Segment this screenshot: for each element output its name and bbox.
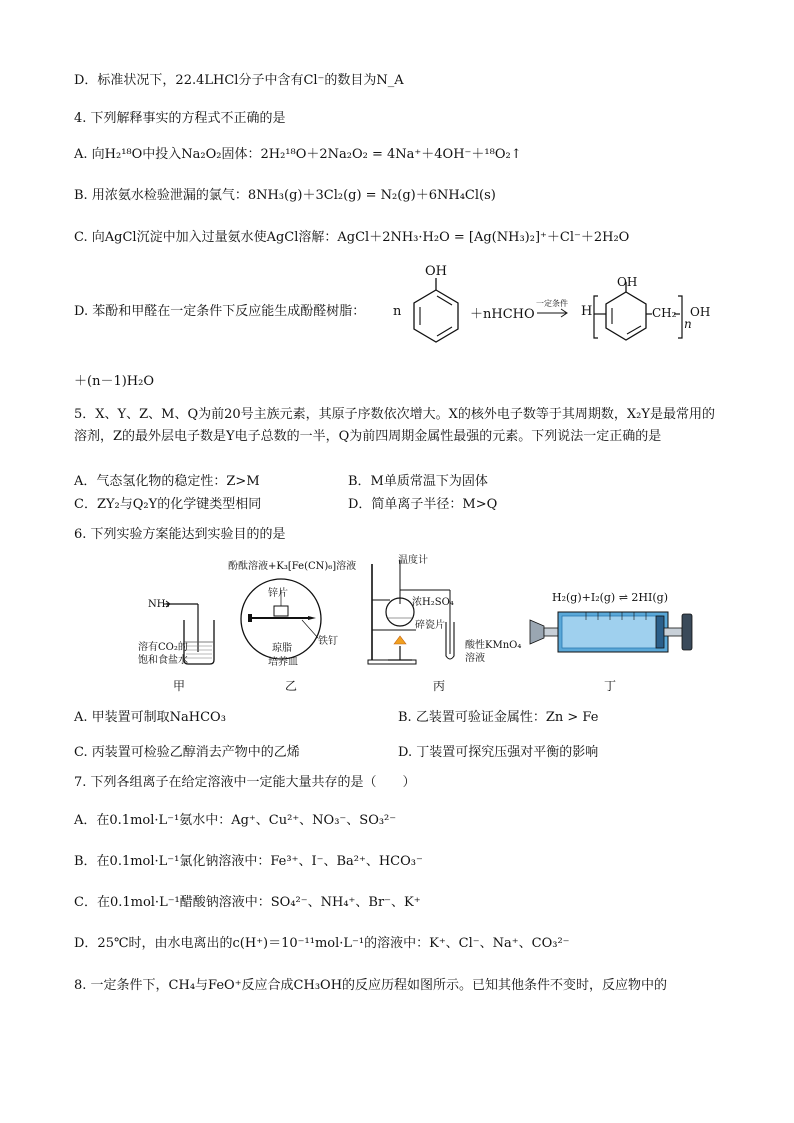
q6-option-c: C. 丙装置可检验乙醇消去产物中的乙烯 bbox=[74, 745, 300, 760]
resin-ch2-label: CH₂ bbox=[652, 306, 677, 320]
jia-nh3-label: NH₃ bbox=[148, 599, 170, 610]
ding-equilibrium-label: H₂(g)+I₂(g) ⇌ 2HI(g) bbox=[552, 591, 668, 604]
q6-option-d: D. 丁装置可探究压强对平衡的影响 bbox=[398, 745, 599, 760]
apparatus-ding bbox=[526, 604, 696, 660]
bing-kmno4-label-1: 酸性KMnO₄ bbox=[465, 640, 522, 651]
q4-option-c: C. 向AgCl沉淀中加入过量氨水使AgCl溶解：AgCl＋2NH₃·H₂O = [Ag(NH₃)₂]⁺＋Cl⁻＋2H₂O bbox=[74, 230, 630, 245]
q6-option-a: A. 甲装置可制取NaHCO₃ bbox=[74, 710, 226, 725]
q4-stem: 4. 下列解释事实的方程式不正确的是 bbox=[74, 111, 286, 126]
q4-d-coef-n: n bbox=[393, 304, 402, 319]
q5-option-a: A．气态氢化物的稳定性：Z>M bbox=[74, 474, 260, 489]
caption-yi: 乙 bbox=[285, 679, 298, 693]
bing-thermometer-label: 温度计 bbox=[398, 555, 428, 566]
q7-stem: 7. 下列各组离子在给定溶液中一定能大量共存的是（ ） bbox=[74, 775, 416, 790]
q7-option-c: C．在0.1mol·L⁻¹醋酸钠溶液中：SO₄²⁻、NH₄⁺、Br⁻、K⁺ bbox=[74, 895, 421, 910]
bing-acid-label: 浓H₂SO₄ bbox=[412, 597, 454, 608]
yi-zn-label: 锌片 bbox=[268, 588, 288, 599]
q6-option-b: B. 乙装置可验证金属性：Zn > Fe bbox=[398, 710, 599, 725]
q6-stem: 6. 下列实验方案能达到实验目的的是 bbox=[74, 527, 286, 542]
q5-option-d: D．简单离子半径：M>Q bbox=[348, 497, 498, 512]
caption-jia: 甲 bbox=[173, 679, 186, 693]
bing-chips-label: 碎瓷片 bbox=[415, 620, 445, 631]
caption-bing: 丙 bbox=[433, 679, 446, 693]
yi-agar-label: 琼脂 bbox=[272, 643, 292, 654]
q5-option-c: C．ZY₂与Q₂Y的化学键类型相同 bbox=[74, 497, 262, 512]
q4-d-condition: 一定条件 bbox=[536, 299, 568, 308]
resin-oh-label: OH bbox=[617, 275, 638, 289]
q4-option-d: D. 苯酚和甲醛在一定条件下反应能生成酚醛树脂： bbox=[74, 304, 366, 319]
q5-stem: 5．X、Y、Z、M、Q为前20号主族元素，其原子序数依次增大。X的核外电子数等于其周期数，X₂Y是最常用的溶剂，Z的最外层电子数是Y电子总数的一半，Q为前四周期金属性最强的元素。下列说法一定正确的是 bbox=[74, 407, 715, 444]
q5-option-b: B．M单质常温下为固体 bbox=[348, 474, 488, 489]
jia-solution-label-1: 溶有CO₂的 bbox=[138, 642, 188, 653]
q4-d-tail: ＋(n－1)H₂O bbox=[74, 374, 154, 389]
phenol-oh-label: OH bbox=[425, 264, 447, 279]
q4-option-b: B. 用浓氨水检验泄漏的氯气：8NH₃(g)＋3Cl₂(g) = N₂(g)＋6NH₄Cl(s) bbox=[74, 188, 496, 203]
yi-dish-label: 培养皿 bbox=[268, 657, 298, 668]
q7-option-d: D．25℃时，由水电离出的c(H⁺)＝10⁻¹¹mol·L⁻¹的溶液中：K⁺、Cl⁻、Na⁺、CO₃²⁻ bbox=[74, 936, 570, 951]
resin-end-oh-label: OH bbox=[690, 305, 711, 319]
q7-option-b: B．在0.1mol·L⁻¹氯化钠溶液中：Fe³⁺、I⁻、Ba²⁺、HCO₃⁻ bbox=[74, 854, 423, 869]
caption-ding: 丁 bbox=[604, 679, 617, 693]
apparatus-bing bbox=[360, 556, 470, 668]
q4-option-a: A. 向H₂¹⁸O中投入Na₂O₂固体：2H₂¹⁸O＋2Na₂O₂ = 4Na⁺＋4OH⁻＋¹⁸O₂↑ bbox=[74, 147, 522, 162]
resin-h-label: H bbox=[581, 304, 593, 319]
resin-subscript-n: n bbox=[684, 317, 692, 331]
yi-fe-label: 铁钉 bbox=[318, 636, 338, 647]
q8-stem: 8. 一定条件下，CH₄与FeO⁺反应合成CH₃OH的反应历程如图所示。已知其他条件不变时，反应物中的 bbox=[74, 978, 668, 993]
reaction-arrow bbox=[536, 308, 570, 318]
q7-option-a: A．在0.1mol·L⁻¹氨水中：Ag⁺、Cu²⁺、NO₃⁻、SO₃²⁻ bbox=[74, 813, 397, 828]
jia-solution-label-2: 饱和食盐水 bbox=[138, 655, 188, 666]
yi-top-label: 酚酞溶液+K₃[Fe(CN)₆]溶液 bbox=[228, 561, 357, 572]
q4-d-reagent: ＋nHCHO bbox=[470, 307, 535, 322]
q3-option-d: D．标准状况下，22.4LHCl分子中含有Cl⁻的数目为N_A bbox=[74, 73, 404, 88]
bing-kmno4-label-2: 溶液 bbox=[465, 653, 485, 664]
